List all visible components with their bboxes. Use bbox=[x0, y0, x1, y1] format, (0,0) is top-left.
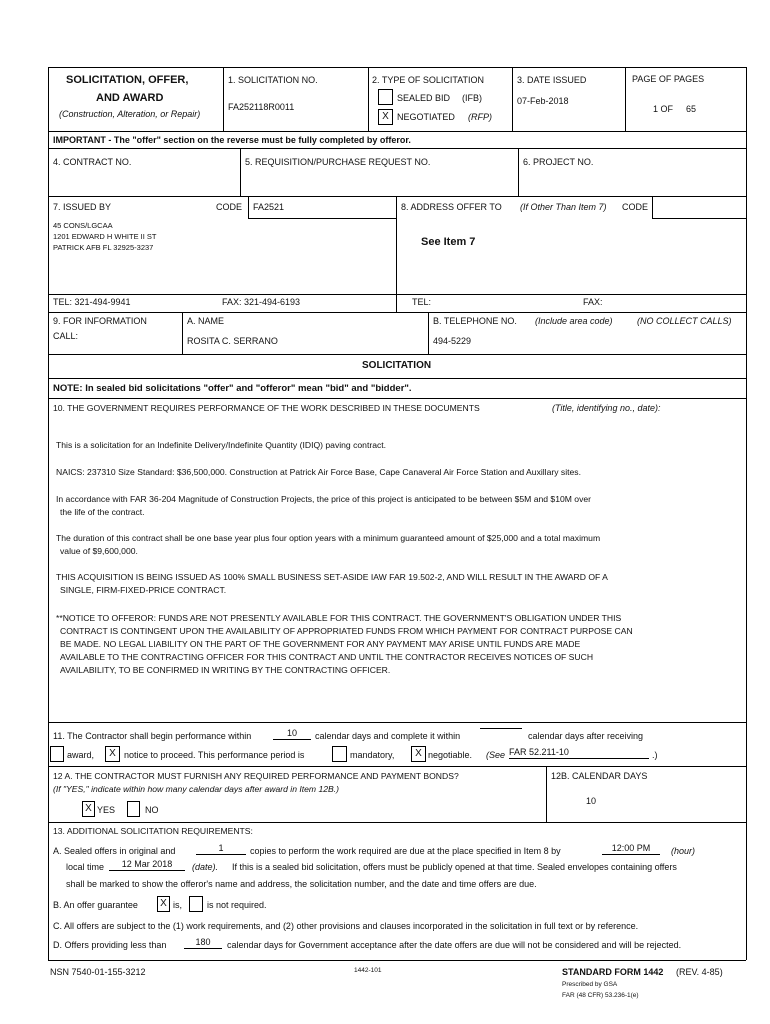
contact-name-label: A. NAME bbox=[187, 316, 225, 326]
item10-notice-line3: BE MADE. NO LEGAL LIABILITY ON THE PART OF THE GOVERNMENT FOR ANY PAYMENT MAY ARISE UNTIL FUNDS ARE MADE bbox=[60, 639, 581, 649]
contract-no-label: 4. CONTRACT NO. bbox=[53, 157, 132, 167]
telephone-note-area-code: (Include area code) bbox=[535, 316, 613, 326]
negotiable-label: negotiable. bbox=[428, 750, 473, 760]
item10-notice-line4: AVAILABLE TO THE CONTRACTING OFFICER FOR THIS CONTRACT AND UNTIL THE CONTRACTOR RECEIVES NOTICES OF SUCH bbox=[60, 652, 594, 662]
item13a-text4: shall be marked to show the offeror's name and address, the solicitation number, and the date and time offers are due. bbox=[66, 879, 537, 889]
contact-name-value: ROSITA C. SERRANO bbox=[187, 336, 278, 346]
bonds-no-checkbox[interactable] bbox=[127, 801, 140, 817]
item11-text-receiving: calendar days after receiving bbox=[528, 731, 644, 741]
sealed-bid-note: NOTE: In sealed bid solicitations "offer" and "offeror" mean "bid" and "bidder". bbox=[53, 383, 412, 394]
item13d-text2: calendar days for Government acceptance after the date offers are due will not be considered and will be rejected. bbox=[227, 940, 682, 950]
date-field[interactable]: 12 Mar 2018 bbox=[109, 859, 185, 871]
telephone-note-no-collect: (NO COLLECT CALLS) bbox=[637, 316, 732, 326]
sealed-bid-label: SEALED BID bbox=[397, 93, 451, 103]
prescribed-by: Prescribed by GSA bbox=[562, 981, 618, 988]
issuer-fax: FAX: 321-494-6193 bbox=[222, 297, 301, 307]
see-label: (See bbox=[486, 750, 506, 760]
issued-by-code-value: FA2521 bbox=[253, 202, 285, 212]
item10-paragraph-naics: NAICS: 237310 Size Standard: $36,500,000. Construction at Patrick Air Force Base, Cape Canaveral Air Force Station and Auxillary sites. bbox=[56, 467, 581, 477]
telephone-value: 494-5229 bbox=[433, 336, 472, 346]
item10-paragraph-duration: The duration of this contract shall be one base year plus four option years with a minimum guaranteed amount of $25,000 and a total maximum bbox=[56, 533, 601, 543]
address-offer-note: (If Other Than Item 7) bbox=[520, 202, 607, 212]
item13a-text2: copies to perform the work required are due at the place specified in Item 8 by bbox=[250, 846, 561, 856]
item10-paragraph-set-aside: THIS ACQUISITION IS BEING ISSUED AS 100% SMALL BUSINESS SET-ASIDE IAW FAR 19.502-2, AND WILL RESULT IN THE AWARD OF A bbox=[56, 572, 608, 582]
item10-paragraph-magnitude: In accordance with FAR 36-204 Magnitude of Construction Projects, the price of this project is anticipated to be between $5M and $10M over bbox=[56, 494, 592, 504]
item10-note: (Title, identifying no., date): bbox=[552, 403, 661, 413]
standard-form-name: STANDARD FORM 1442 bbox=[562, 967, 664, 977]
form-title: SOLICITATION, OFFER, bbox=[66, 74, 189, 86]
item13-label: 13. ADDITIONAL SOLICITATION REQUIREMENTS: bbox=[53, 826, 253, 836]
item13c-text: C. All offers are subject to the (1) work requirements, and (2) other provisions and clauses incorporated in the solicitation in full text or by reference. bbox=[53, 921, 639, 931]
date-issued-label: 3. DATE ISSUED bbox=[517, 75, 587, 85]
sealed-bid-checkbox[interactable] bbox=[378, 89, 393, 105]
issuer-address-line1: 45 CONS/LGCAA bbox=[53, 221, 113, 230]
notice-to-proceed-checkbox[interactable]: X bbox=[105, 746, 120, 762]
telephone-label: B. TELEPHONE NO. bbox=[433, 316, 517, 326]
solicitation-type-label: 2. TYPE OF SOLICITATION bbox=[372, 75, 485, 85]
far-reference-field[interactable]: FAR 52.211-10 bbox=[509, 747, 649, 759]
item12b-label: 12B. CALENDAR DAYS bbox=[551, 771, 648, 781]
bonds-yes-checkbox[interactable]: X bbox=[82, 801, 95, 817]
item12a-note: (If "YES," indicate within how many calendar days after award in Item 12B.) bbox=[53, 784, 340, 794]
hour-label: (hour) bbox=[671, 846, 696, 856]
solicitation-heading: SOLICITATION bbox=[362, 360, 432, 371]
item11-complete-days-field[interactable] bbox=[480, 728, 522, 729]
local-time-label: local time bbox=[66, 862, 105, 872]
hour-field[interactable]: 12:00 PM bbox=[602, 843, 660, 855]
rfp-label: (RFP) bbox=[468, 112, 492, 122]
item12a-label: 12 A. THE CONTRACTOR MUST FURNISH ANY REQUIRED PERFORMANCE AND PAYMENT BONDS? bbox=[53, 771, 459, 781]
item10-notice-line2: CONTRACT IS CONTINGENT UPON THE AVAILABILITY OF APPROPRIATED FUNDS FROM WHICH PAYMENT FOR CONTRACT PURPOSE CAN bbox=[60, 626, 633, 636]
item10-paragraph-magnitude-2: the life of the contract. bbox=[60, 507, 145, 517]
guarantee-not-required-label: is not required. bbox=[207, 900, 267, 910]
copies-field[interactable]: 1 bbox=[196, 843, 246, 855]
acceptance-days-field[interactable]: 180 bbox=[184, 937, 222, 949]
negotiated-checkbox[interactable]: X bbox=[378, 109, 393, 125]
page-number: 1 OF bbox=[653, 104, 674, 114]
date-issued-value: 07-Feb-2018 bbox=[517, 96, 569, 106]
issuer-address-line2: 1201 EDWARD H WHITE II ST bbox=[53, 232, 157, 241]
form-subtitle: (Construction, Alteration, or Repair) bbox=[59, 109, 201, 119]
item13a-text1: A. Sealed offers in original and bbox=[53, 846, 176, 856]
bonds-no-label: NO bbox=[145, 805, 159, 815]
guarantee-is-checkbox[interactable]: X bbox=[157, 896, 170, 912]
item12b-value: 10 bbox=[586, 796, 597, 806]
project-no-label: 6. PROJECT NO. bbox=[523, 157, 594, 167]
bonds-yes-label: YES bbox=[97, 805, 116, 815]
item13d-text1: D. Offers providing less than bbox=[53, 940, 167, 950]
offer-telephone-label: TEL: bbox=[412, 297, 432, 307]
form-revision: (REV. 4-85) bbox=[676, 967, 723, 977]
info-call-label: 9. FOR INFORMATION bbox=[53, 316, 147, 326]
ifb-label: (IFB) bbox=[462, 93, 482, 103]
guarantee-is-label: is, bbox=[173, 900, 182, 910]
item10-paragraph-idiq: This is a solicitation for an Indefinite Delivery/Indefinite Quantity (IDIQ) paving contract. bbox=[56, 440, 387, 450]
item10-label: 10. THE GOVERNMENT REQUIRES PERFORMANCE OF THE WORK DESCRIBED IN THESE DOCUMENTS bbox=[53, 403, 480, 413]
nsn-number: NSN 7540-01-155-3212 bbox=[50, 967, 146, 977]
issuer-telephone: TEL: 321-494-9941 bbox=[53, 297, 131, 307]
award-checkbox[interactable] bbox=[50, 746, 64, 762]
see-item-7: See Item 7 bbox=[421, 236, 476, 248]
far-citation: FAR (48 CFR) 53.236-1(e) bbox=[562, 992, 639, 999]
page-of-pages-label: PAGE OF PAGES bbox=[632, 74, 705, 84]
item11-begin-days-field[interactable]: 10 bbox=[273, 728, 311, 740]
date-label: (date). bbox=[192, 862, 219, 872]
item13b-text: B. An offer guarantee bbox=[53, 900, 138, 910]
mandatory-label: mandatory, bbox=[350, 750, 395, 760]
item11-text-complete: calendar days and complete it within bbox=[315, 731, 461, 741]
form-title-line2: AND AWARD bbox=[96, 92, 164, 104]
item13a-text3: If this is a sealed bid solicitation, offers must be publicly opened at that time. Sealed envelopes containing offers bbox=[232, 862, 677, 872]
solicitation-no-label: 1. SOLICITATION NO. bbox=[228, 75, 318, 85]
item10-paragraph-set-aside-2: SINGLE, FIRM-FIXED-PRICE CONTRACT. bbox=[60, 585, 227, 595]
item10-paragraph-duration-2: value of $9,600,000. bbox=[60, 546, 138, 556]
negotiable-checkbox[interactable]: X bbox=[411, 746, 426, 762]
page-total: 65 bbox=[686, 104, 697, 114]
notice-to-proceed-label: notice to proceed. This performance period is bbox=[124, 750, 305, 760]
item10-notice-line1: **NOTICE TO OFFEROR: FUNDS ARE NOT PRESENTLY AVAILABLE FOR THIS CONTRACT. THE GOVERNMENT'S OBLIGATION UNDER THIS bbox=[56, 613, 622, 623]
award-label: award, bbox=[67, 750, 95, 760]
offer-fax-label: FAX: bbox=[583, 297, 603, 307]
solicitation-no-value: FA252118R0011 bbox=[228, 102, 295, 112]
guarantee-not-required-checkbox[interactable] bbox=[189, 896, 203, 912]
issued-by-label: 7. ISSUED BY bbox=[53, 202, 112, 212]
form-code: 1442-101 bbox=[354, 967, 382, 974]
info-call-label-2: CALL: bbox=[53, 331, 79, 341]
important-note: IMPORTANT - The "offer" section on the reverse must be fully completed by offeror. bbox=[53, 135, 411, 145]
item10-notice-line5: AVAILABILITY, TO BE CONFIRMED IN WRITING BY THE CONTRACTING OFFICER. bbox=[60, 665, 391, 675]
issued-by-code-label: CODE bbox=[216, 202, 243, 212]
item11-text-begin: 11. The Contractor shall begin performance within bbox=[53, 731, 252, 741]
negotiated-label: NEGOTIATED bbox=[397, 112, 455, 122]
issuer-address-line3: PATRICK AFB FL 32925-3237 bbox=[53, 243, 154, 252]
mandatory-checkbox[interactable] bbox=[332, 746, 347, 762]
far-reference-close: .) bbox=[652, 750, 658, 760]
address-offer-code-label: CODE bbox=[622, 202, 649, 212]
address-offer-label: 8. ADDRESS OFFER TO bbox=[401, 202, 502, 212]
requisition-no-label: 5. REQUISITION/PURCHASE REQUEST NO. bbox=[245, 157, 431, 167]
